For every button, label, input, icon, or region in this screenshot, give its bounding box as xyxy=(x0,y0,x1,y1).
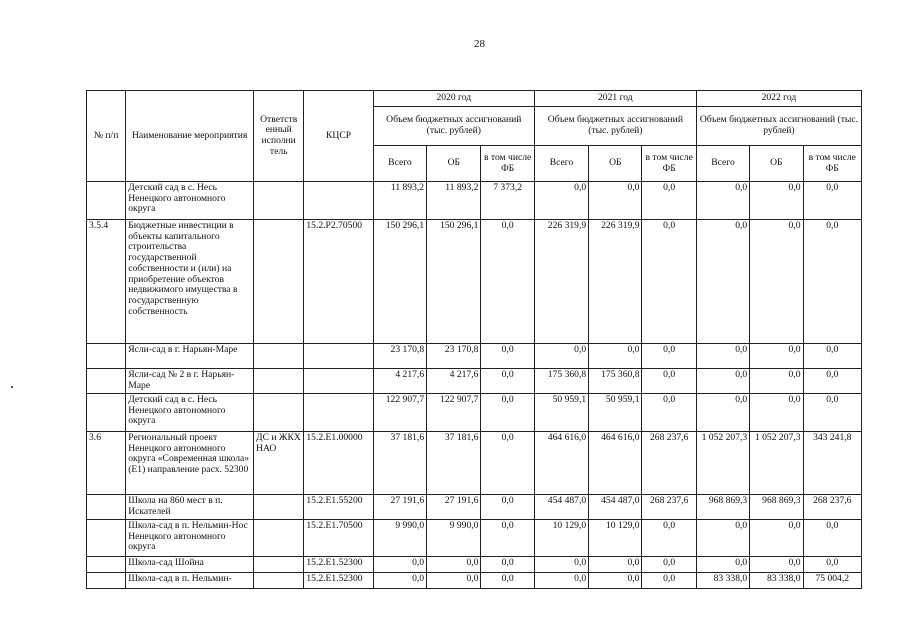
amount-cell: 0,0 xyxy=(803,344,861,369)
responsible xyxy=(254,495,304,520)
header-responsible: Ответств енный исполни тель xyxy=(254,91,304,182)
kcsr-code: 15.2.Е1.52300 xyxy=(304,557,373,573)
amount-cell: 175 360,8 xyxy=(534,369,588,394)
header-year-2022: 2022 год xyxy=(696,91,861,107)
amount-cell: 0,0 xyxy=(642,220,696,344)
kcsr-code xyxy=(304,369,373,394)
activity-name: Ясли-сад в г. Нарьян-Маре xyxy=(126,344,254,369)
amount-cell: 0,0 xyxy=(696,520,749,557)
amount-cell: 0,0 xyxy=(696,557,749,573)
row-number xyxy=(87,520,126,557)
responsible xyxy=(254,520,304,557)
activity-name: Бюджетные инвестиции в объекты капитального строительства государственной собственности и (или) на приобретение объектов недвижимого имущества в государственную собственность xyxy=(126,220,254,344)
amount-cell: 0,0 xyxy=(750,394,803,432)
row-number xyxy=(87,394,126,432)
activity-name: Детский сад в с. Несь Ненецкого автономного округа xyxy=(126,182,254,220)
amount-cell: 0,0 xyxy=(642,394,696,432)
amount-cell: 10 129,0 xyxy=(589,520,642,557)
amount-cell: 0,0 xyxy=(750,369,803,394)
amount-cell: 9 990,0 xyxy=(427,520,481,557)
table-row xyxy=(87,369,862,394)
responsible: ДС и ЖКХ НАО xyxy=(254,432,304,495)
amount-cell: 0,0 xyxy=(696,220,749,344)
amount-cell: 464 616,0 xyxy=(589,432,642,495)
header-name: Наименование мероприятия xyxy=(126,91,254,182)
amount-cell: 0,0 xyxy=(481,432,534,495)
amount-cell: 0,0 xyxy=(696,369,749,394)
amount-cell: 0,0 xyxy=(803,394,861,432)
header-fb: в том числе ФБ xyxy=(481,146,534,182)
amount-cell: 122 907,7 xyxy=(373,394,426,432)
table-row xyxy=(87,557,862,573)
amount-cell: 0,0 xyxy=(803,520,861,557)
amount-cell: 0,0 xyxy=(481,557,534,573)
row-number xyxy=(87,344,126,369)
amount-cell: 0,0 xyxy=(803,557,861,573)
amount-cell: 7 373,2 xyxy=(481,182,534,220)
amount-cell: 0,0 xyxy=(373,557,426,573)
activity-name: Детский сад в с. Несь Ненецкого автономного округа xyxy=(126,394,254,432)
amount-cell: 50 959,1 xyxy=(589,394,642,432)
kcsr-code xyxy=(304,344,373,369)
activity-name: Региональный проект Ненецкого автономного округа «Современная школа» (Е1) направление расх. 52300 xyxy=(126,432,254,495)
amount-cell: 268 237,6 xyxy=(803,495,861,520)
table-row xyxy=(87,220,862,344)
responsible xyxy=(254,557,304,573)
amount-cell: 11 893,2 xyxy=(373,182,426,220)
row-number xyxy=(87,182,126,220)
amount-cell: 175 360,8 xyxy=(589,369,642,394)
responsible xyxy=(254,369,304,394)
amount-cell: 268 237,6 xyxy=(642,495,696,520)
row-number: 3.5.4 xyxy=(87,220,126,344)
header-total: Всего xyxy=(534,146,588,182)
amount-cell: 0,0 xyxy=(427,573,481,589)
amount-cell: 454 487,0 xyxy=(534,495,588,520)
kcsr-code: 15.2.Е1.70500 xyxy=(304,520,373,557)
activity-name: Школа-сад в п. Нельмин-Нос Ненецкого автономного округа xyxy=(126,520,254,557)
amount-cell: 0,0 xyxy=(750,557,803,573)
amount-cell: 0,0 xyxy=(481,573,534,589)
header-ob: ОБ xyxy=(589,146,642,182)
amount-cell: 0,0 xyxy=(534,557,588,573)
amount-cell: 0,0 xyxy=(750,220,803,344)
amount-cell: 0,0 xyxy=(427,557,481,573)
header-num: № п/п xyxy=(87,91,126,182)
row-number xyxy=(87,573,126,589)
table-row xyxy=(87,495,862,520)
amount-cell: 0,0 xyxy=(481,369,534,394)
amount-cell: 0,0 xyxy=(803,220,861,344)
responsible xyxy=(254,394,304,432)
kcsr-code: 15.2.Е1.00000 xyxy=(304,432,373,495)
header-fb: в том числе ФБ xyxy=(803,146,861,182)
amount-cell: 0,0 xyxy=(750,520,803,557)
activity-name: Школа-сад в п. Нельмин- xyxy=(126,573,254,589)
table-row xyxy=(87,182,862,220)
responsible xyxy=(254,344,304,369)
amount-cell: 1 052 207,3 xyxy=(750,432,803,495)
table-row xyxy=(87,432,862,495)
amount-cell: 0,0 xyxy=(750,344,803,369)
kcsr-code: 15.2.Р2.70500 xyxy=(304,220,373,344)
header-ob: ОБ xyxy=(427,146,481,182)
header-fb: в том числе ФБ xyxy=(642,146,696,182)
header-volume-2021: Объем бюджетных ассигнований (тыс. рублей) xyxy=(534,107,696,146)
amount-cell: 37 181,6 xyxy=(373,432,426,495)
page-number: 28 xyxy=(474,38,485,50)
table-row xyxy=(87,394,862,432)
amount-cell: 464 616,0 xyxy=(534,432,588,495)
responsible xyxy=(254,573,304,589)
amount-cell: 0,0 xyxy=(534,182,588,220)
header-volume-2022: Объем бюджетных ассигнований (тыс. рублей) xyxy=(696,107,861,146)
amount-cell: 226 319,9 xyxy=(534,220,588,344)
amount-cell: 11 893,2 xyxy=(427,182,481,220)
amount-cell: 0,0 xyxy=(642,520,696,557)
amount-cell: 150 296,1 xyxy=(373,220,426,344)
amount-cell: 75 004,2 xyxy=(803,573,861,589)
amount-cell: 0,0 xyxy=(642,573,696,589)
budget-table xyxy=(86,90,862,589)
amount-cell: 0,0 xyxy=(750,182,803,220)
amount-cell: 122 907,7 xyxy=(427,394,481,432)
amount-cell: 4 217,6 xyxy=(373,369,426,394)
amount-cell: 0,0 xyxy=(642,557,696,573)
margin-mark xyxy=(11,386,13,388)
table-row xyxy=(87,573,862,589)
amount-cell: 1 052 207,3 xyxy=(696,432,749,495)
amount-cell: 0,0 xyxy=(642,369,696,394)
amount-cell: 0,0 xyxy=(589,573,642,589)
amount-cell: 37 181,6 xyxy=(427,432,481,495)
amount-cell: 10 129,0 xyxy=(534,520,588,557)
amount-cell: 0,0 xyxy=(589,557,642,573)
responsible xyxy=(254,182,304,220)
amount-cell: 0,0 xyxy=(534,573,588,589)
kcsr-code xyxy=(304,394,373,432)
header-year-2020: 2020 год xyxy=(373,91,534,107)
amount-cell: 968 869,3 xyxy=(696,495,749,520)
amount-cell: 0,0 xyxy=(696,394,749,432)
header-volume-2020: Объем бюджетных ассигнований (тыс. рублей) xyxy=(373,107,534,146)
amount-cell: 0,0 xyxy=(481,344,534,369)
activity-name: Школа на 860 мест в п. Искателей xyxy=(126,495,254,520)
amount-cell: 0,0 xyxy=(803,182,861,220)
amount-cell: 0,0 xyxy=(803,369,861,394)
kcsr-code xyxy=(304,182,373,220)
kcsr-code: 15.2.Е1.55200 xyxy=(304,495,373,520)
amount-cell: 226 319,9 xyxy=(589,220,642,344)
amount-cell: 23 170,8 xyxy=(427,344,481,369)
responsible xyxy=(254,220,304,344)
row-number xyxy=(87,369,126,394)
amount-cell: 0,0 xyxy=(642,344,696,369)
row-number xyxy=(87,495,126,520)
activity-name: Школа-сад Шойна xyxy=(126,557,254,573)
amount-cell: 9 990,0 xyxy=(373,520,426,557)
table-row xyxy=(87,520,862,557)
header-total: Всего xyxy=(373,146,426,182)
header-total: Всего xyxy=(696,146,749,182)
amount-cell: 0,0 xyxy=(696,182,749,220)
amount-cell: 83 338,0 xyxy=(696,573,749,589)
table-row xyxy=(87,344,862,369)
row-number: 3.6 xyxy=(87,432,126,495)
amount-cell: 27 191,6 xyxy=(373,495,426,520)
amount-cell: 50 959,1 xyxy=(534,394,588,432)
row-number xyxy=(87,557,126,573)
header-year-2021: 2021 год xyxy=(534,91,696,107)
amount-cell: 0,0 xyxy=(481,220,534,344)
amount-cell: 268 237,6 xyxy=(642,432,696,495)
amount-cell: 23 170,8 xyxy=(373,344,426,369)
amount-cell: 83 338,0 xyxy=(750,573,803,589)
activity-name: Ясли-сад № 2 в г. Нарьян-Маре xyxy=(126,369,254,394)
amount-cell: 150 296,1 xyxy=(427,220,481,344)
amount-cell: 0,0 xyxy=(696,344,749,369)
amount-cell: 968 869,3 xyxy=(750,495,803,520)
amount-cell: 0,0 xyxy=(481,495,534,520)
amount-cell: 27 191,6 xyxy=(427,495,481,520)
amount-cell: 0,0 xyxy=(373,573,426,589)
amount-cell: 0,0 xyxy=(589,182,642,220)
kcsr-code: 15.2.Е1.52300 xyxy=(304,573,373,589)
amount-cell: 0,0 xyxy=(642,182,696,220)
amount-cell: 0,0 xyxy=(481,520,534,557)
header-ob: ОБ xyxy=(750,146,803,182)
amount-cell: 0,0 xyxy=(534,344,588,369)
amount-cell: 343 241,8 xyxy=(803,432,861,495)
amount-cell: 0,0 xyxy=(589,344,642,369)
header-kcsr: КЦСР xyxy=(304,91,373,182)
amount-cell: 454 487,0 xyxy=(589,495,642,520)
amount-cell: 4 217,6 xyxy=(427,369,481,394)
amount-cell: 0,0 xyxy=(481,394,534,432)
